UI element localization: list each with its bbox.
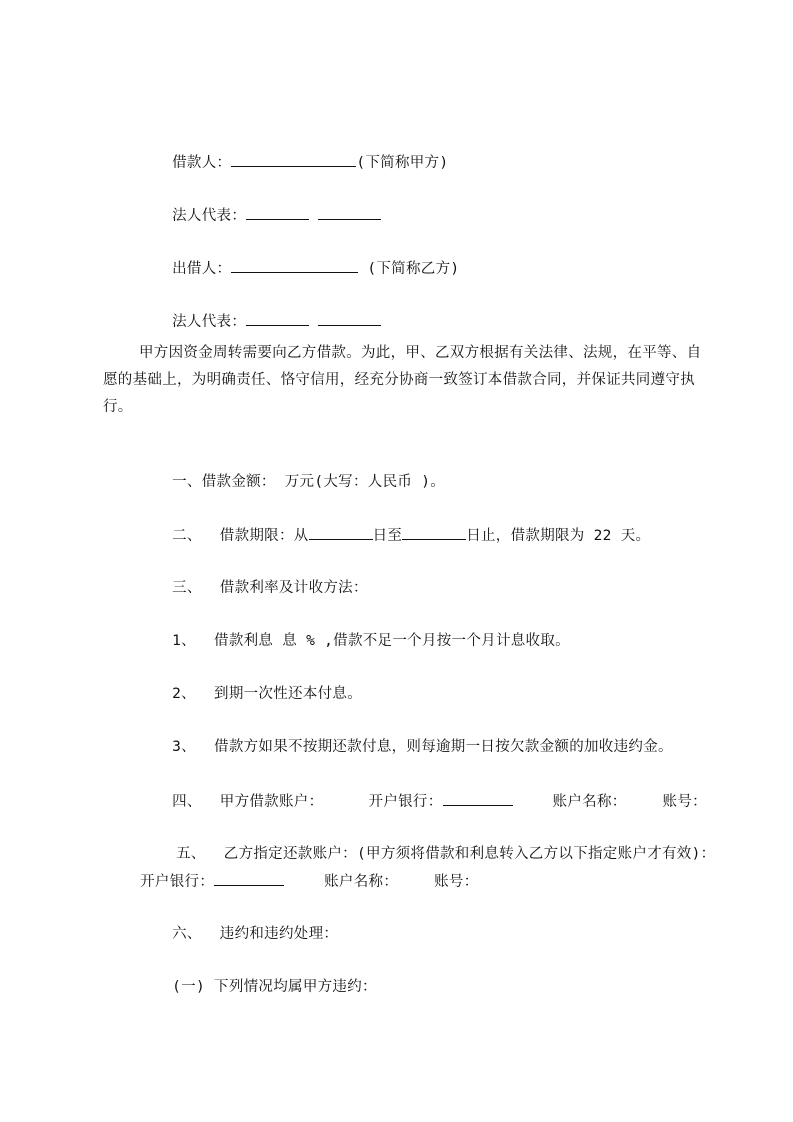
party-b-bank-label: 开户银行： xyxy=(140,874,215,890)
sub-item-2-text: 2、 到期一次性还本付息。 xyxy=(172,686,363,702)
item-3 xyxy=(136,558,368,618)
sub-item-1-text: 1、 借款利息 息 % ,借款不足一个月按一个月计息收取。 xyxy=(172,633,570,649)
item-2-post: 日止，借款期限为 22 天。 xyxy=(466,528,651,544)
item-4 xyxy=(136,771,707,832)
end-date-blank xyxy=(402,525,466,540)
party-b-bank-blank xyxy=(214,871,284,886)
intro-text: 甲方因资金周转需要向乙方借款。为此，甲、乙双方根据有关法律、法规，在平等、自愿的基础上，为明确责任、恪守信用，经充分协商一致签订本借款合同，并保证共同遵守执行。 xyxy=(103,345,702,415)
borrower-blank xyxy=(231,152,356,167)
sub-item-3-text: 3、 借款方如果不按期还款付息，则每逾期一日按欠款金额的加收违约金。 xyxy=(172,739,673,755)
item-1 xyxy=(136,452,445,512)
item-2-pre: 二、 借款期限：从 xyxy=(172,528,309,544)
item-5-line-2 xyxy=(104,851,479,912)
party-a-account-name-label: 账户名称： xyxy=(552,794,627,810)
start-date-blank xyxy=(309,525,373,540)
lender-rep-label: 法人代表： xyxy=(172,314,247,330)
item-6-1-text: (一) 下列情况均属甲方违约： xyxy=(172,979,377,995)
borrower-rep-blank-1 xyxy=(246,205,309,220)
lender-label: 出借人： xyxy=(172,261,232,277)
party-a-bank-blank xyxy=(443,791,513,806)
borrower-rep-blank-2 xyxy=(318,205,381,220)
sub-item-2 xyxy=(136,664,362,724)
borrower-line xyxy=(136,132,448,193)
item-5-text: 五、 乙方指定还款账户：(甲方须将借款和利息转入乙方以下指定账户才有效)： xyxy=(176,846,716,862)
lender-line xyxy=(136,238,459,299)
lender-suffix: (下简称乙方) xyxy=(358,261,460,277)
borrower-rep-label: 法人代表： xyxy=(172,208,247,224)
intro-paragraph xyxy=(103,340,703,421)
item-2-mid: 日至 xyxy=(372,528,403,544)
item-6 xyxy=(136,904,338,964)
party-a-account-no-label: 账号： xyxy=(662,794,707,810)
item-1-text: 一、借款金额： 万元(大写：人民币 )。 xyxy=(172,474,446,490)
item-2 xyxy=(136,505,650,566)
borrower-rep-line xyxy=(136,185,381,246)
borrower-suffix: (下简称甲方) xyxy=(356,155,449,171)
lender-rep-blank-1 xyxy=(246,311,309,326)
sub-item-1 xyxy=(136,611,570,671)
item-6-1 xyxy=(136,957,377,1017)
party-b-account-name-label: 账户名称： xyxy=(324,874,399,890)
borrower-label: 借款人： xyxy=(172,155,232,171)
item-4-pre: 四、 甲方借款账户： 开户银行： xyxy=(172,794,443,810)
lender-rep-blank-2 xyxy=(318,311,381,326)
sub-item-3 xyxy=(136,717,673,777)
item-6-text: 六、 违约和违约处理： xyxy=(172,926,339,942)
lender-blank xyxy=(231,258,358,273)
party-b-account-no-label: 账号： xyxy=(434,874,479,890)
item-3-text: 三、 借款利率及计收方法： xyxy=(172,580,368,596)
